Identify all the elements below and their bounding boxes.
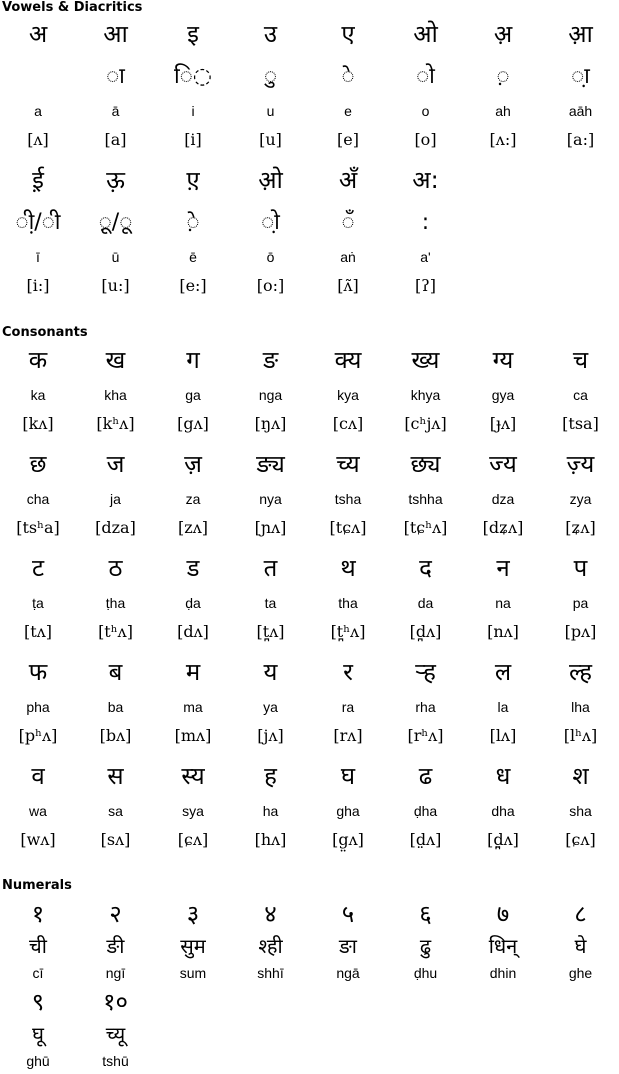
consonant-ipa: [d̤ʌ] [409, 830, 442, 849]
vowel-letter: अँ [338, 166, 358, 194]
consonant-ipa: [ɕʌ] [177, 830, 209, 849]
vowel-letter: अ़ [493, 20, 513, 48]
vowel-diacritic: ◌े़ [186, 210, 200, 235]
consonant-ipa: [rʰʌ] [407, 726, 444, 745]
numeral-digit: ९ [31, 988, 45, 1016]
consonant-letter: थ [340, 554, 356, 582]
numeral-word: ढु [419, 934, 432, 958]
consonant-ipa: [ŋʌ] [254, 414, 287, 433]
consonant-ipa: [d̪̤ʌ] [487, 830, 519, 849]
consonant-letter: क्य [334, 346, 362, 374]
consonant-transliteration: ḍha [413, 803, 438, 819]
vowel-letter: इ [187, 20, 199, 48]
vowel-diacritic: ◌ो [416, 64, 435, 89]
vowel-diacritic: ꞉ [421, 210, 430, 235]
consonant-ipa: [tʌ] [24, 622, 52, 641]
consonant-letter: प [573, 554, 588, 582]
vowel-transliteration: aṅ [340, 249, 356, 265]
consonant-ipa: [ɲʌ] [254, 518, 287, 537]
vowel-transliteration: a' [420, 249, 431, 265]
consonant-letter: च [572, 346, 589, 374]
vowel-letter: ए़ [186, 166, 200, 194]
numeral-digit: ६ [419, 900, 432, 928]
numeral-transliteration: ngā [336, 965, 360, 981]
consonant-letter: म [185, 658, 201, 686]
vowel-letter: ऊ़ [106, 166, 125, 194]
vowel-diacritic: ◌़ [496, 64, 510, 89]
vowel-transliteration: ū [111, 249, 120, 265]
consonant-transliteration: tsha [334, 491, 362, 507]
consonant-ipa: [bʌ] [99, 726, 132, 745]
consonant-transliteration: khya [410, 387, 441, 403]
consonant-ipa: [zʌ] [178, 518, 208, 537]
consonant-letter: र [343, 658, 353, 686]
vowel-diacritic: ◌ू़/◌ू [98, 210, 133, 235]
vowel-transliteration: ī [36, 249, 40, 265]
numeral-word: ङी [106, 934, 125, 958]
vowel-diacritic: ◌ी़/◌ी [15, 210, 61, 235]
vowel-ipa: [i] [184, 130, 202, 149]
vowel-diacritic: ◌ा़ [571, 64, 590, 89]
vowel-ipa: [i:] [26, 276, 50, 295]
numeral-digit: १ [31, 900, 45, 928]
consonant-letter: ट [31, 554, 45, 582]
consonant-transliteration: cha [26, 491, 50, 507]
vowel-ipa: [u] [259, 130, 282, 149]
numeral-transliteration: ngī [105, 965, 126, 981]
consonant-letter: ज [106, 450, 125, 478]
consonant-ipa: [lʰʌ] [563, 726, 598, 745]
consonant-transliteration: ma [183, 699, 203, 715]
numeral-digit: ७ [496, 900, 510, 928]
consonant-transliteration: kya [337, 387, 359, 403]
consonant-ipa: [t̪ʌ] [256, 622, 285, 641]
vowel-transliteration: aāh [568, 103, 593, 119]
consonant-ipa: [pʰʌ] [18, 726, 58, 745]
consonant-transliteration: nga [258, 387, 283, 403]
consonant-letter: ल [494, 658, 512, 686]
vowel-diacritic: ◌ो़ [261, 210, 280, 235]
numeral-word: घू [32, 1022, 44, 1046]
numeral-word: च्यू [105, 1022, 126, 1046]
consonant-letter: क [28, 346, 48, 374]
consonant-ipa: [tʰʌ] [98, 622, 133, 641]
consonant-transliteration: ja [110, 491, 121, 507]
consonant-letter: स्य [181, 762, 205, 790]
vowel-ipa: [u:] [101, 276, 130, 295]
vowel-letter: ओ [413, 20, 438, 48]
consonant-transliteration: ba [107, 699, 124, 715]
consonant-transliteration: sya [182, 803, 204, 819]
vowel-diacritic: ◌ु [263, 64, 278, 89]
consonant-transliteration: kha [104, 387, 127, 403]
consonant-ipa: [tɕʌ] [329, 518, 367, 537]
consonant-ipa: [kʰʌ] [96, 414, 135, 433]
vowel-letter: अ [28, 20, 48, 48]
consonant-transliteration: ṭha [105, 595, 126, 611]
numeral-digit: १० [103, 988, 128, 1016]
vowel-transliteration: e [344, 103, 352, 119]
vowel-letter: ए [341, 20, 355, 48]
consonant-letter: ड [186, 554, 200, 582]
vowel-ipa: [a] [104, 130, 127, 149]
consonant-ipa: [cʰjʌ] [404, 414, 447, 433]
consonant-ipa: [tɕʰʌ] [403, 518, 448, 537]
consonant-ipa: [dʌ] [177, 622, 209, 641]
consonant-transliteration: da [417, 595, 434, 611]
consonant-ipa: [tsa] [562, 414, 599, 433]
numeral-transliteration: ḍhu [413, 965, 438, 981]
vowel-transliteration: a [34, 103, 42, 119]
consonant-letter: ल्ह [568, 658, 593, 686]
consonant-letter: न [496, 554, 510, 582]
consonant-ipa: [ʑʌ] [565, 518, 596, 537]
consonant-ipa: [d̪ʌ] [409, 622, 442, 641]
numeral-transliteration: ghe [568, 965, 593, 981]
consonant-transliteration: lha [571, 699, 590, 715]
vowel-letter: अ꞉ [412, 166, 439, 194]
numeral-digit: २ [109, 900, 122, 928]
numeral-word: श्ही [258, 934, 283, 958]
consonant-letter: फ [28, 658, 48, 686]
consonant-ipa: [dʑʌ] [482, 518, 524, 537]
vowel-letter: आ़ [568, 20, 593, 48]
consonant-transliteration: na [495, 595, 511, 611]
numeral-transliteration: shhī [257, 965, 284, 981]
consonant-letter: ह [264, 762, 277, 790]
consonant-transliteration: ta [264, 595, 277, 611]
consonant-ipa: [ɕʌ] [565, 830, 596, 849]
consonant-transliteration: ra [341, 699, 355, 715]
consonant-letter: ज़्य [566, 450, 595, 478]
vowel-transliteration: o [421, 103, 430, 119]
vowel-ipa: [e] [337, 130, 359, 149]
consonant-ipa: [mʌ] [174, 726, 212, 745]
consonant-letter: ङ [262, 346, 279, 374]
numeral-transliteration: tshū [102, 1053, 129, 1069]
consonant-letter: त [263, 554, 278, 582]
consonant-letter: ढ [418, 762, 433, 790]
consonant-transliteration: tshha [408, 491, 443, 507]
consonant-transliteration: gya [491, 387, 515, 403]
consonant-transliteration: ṭa [32, 595, 44, 611]
numeral-transliteration: ghū [26, 1053, 50, 1069]
numeral-transliteration: cī [32, 965, 44, 981]
consonant-transliteration: wa [29, 803, 47, 819]
consonant-ipa: [lʌ] [489, 726, 517, 745]
vowel-transliteration: ā [111, 103, 120, 119]
consonant-transliteration: zya [569, 491, 592, 507]
consonant-ipa: [rʌ] [333, 726, 363, 745]
consonant-ipa: [ɟʌ] [489, 414, 517, 433]
numerals-heading: Numerals [2, 878, 72, 893]
consonant-transliteration: ga [185, 387, 201, 403]
consonant-ipa: [dza] [95, 518, 136, 537]
vowel-transliteration: i [191, 103, 195, 119]
consonants-heading: Consonants [2, 325, 88, 340]
consonant-letter: ज्य [489, 450, 517, 478]
numeral-digit: ५ [341, 900, 355, 928]
consonant-transliteration: ha [262, 803, 279, 819]
vowel-diacritic: ि◌ [174, 64, 212, 89]
vowel-letter: आ [103, 20, 128, 48]
numeral-word: ची [29, 934, 47, 958]
consonant-letter: ध [495, 762, 511, 790]
vowel-ipa: [o:] [256, 276, 285, 295]
consonant-transliteration: dza [491, 491, 515, 507]
vowel-transliteration: u [266, 103, 275, 119]
consonant-transliteration: sha [569, 803, 592, 819]
consonant-letter: स [107, 762, 124, 790]
consonant-ipa: [t̪ʰʌ] [330, 622, 366, 641]
consonant-letter: य [263, 658, 278, 686]
consonant-letter: च्य [336, 450, 360, 478]
consonant-ipa: [sʌ] [100, 830, 131, 849]
consonant-transliteration: dha [491, 803, 515, 819]
consonant-letter: ब [108, 658, 123, 686]
vowel-letter: उ [263, 20, 278, 48]
vowel-ipa: [ʌ̃] [337, 276, 359, 295]
numeral-word: ङा [339, 934, 357, 958]
consonant-letter: ख [105, 346, 126, 374]
consonant-transliteration: gha [336, 803, 360, 819]
consonant-letter: श [572, 762, 589, 790]
consonant-ipa: [gʌ] [177, 414, 209, 433]
consonant-ipa: [g̤ʌ] [332, 830, 364, 849]
consonant-letter: ठ [108, 554, 123, 582]
numeral-digit: ८ [574, 900, 587, 928]
consonant-ipa: [hʌ] [254, 830, 287, 849]
vowels-heading: Vowels & Diacritics [2, 0, 143, 15]
vowel-ipa: [o] [414, 130, 437, 149]
vowel-ipa: [ʔ] [414, 276, 437, 295]
consonant-transliteration: la [497, 699, 509, 715]
consonant-transliteration: rha [415, 699, 436, 715]
vowel-diacritic: ◌े [341, 64, 355, 89]
vowel-transliteration: ah [495, 103, 511, 119]
consonant-transliteration: ca [573, 387, 588, 403]
numeral-transliteration: dhin [489, 965, 517, 981]
consonant-letter: ख्य [411, 346, 440, 374]
vowel-ipa: [a:] [566, 130, 595, 149]
vowel-letter: ई़ [32, 166, 44, 194]
numeral-digit: ३ [186, 900, 200, 928]
consonant-ipa: [cʌ] [332, 414, 364, 433]
consonant-transliteration: pa [572, 595, 589, 611]
consonant-transliteration: ka [30, 387, 46, 403]
vowel-diacritic: ◌ा [106, 64, 125, 89]
consonant-transliteration: pha [26, 699, 50, 715]
numeral-transliteration: sum [179, 965, 207, 981]
vowel-letter: ओ़ [258, 166, 283, 194]
consonant-letter: ज़ [184, 450, 202, 478]
consonant-transliteration: sa [108, 803, 123, 819]
consonant-letter: द [419, 554, 432, 582]
vowel-ipa: [ʌ] [27, 130, 49, 149]
consonant-ipa: [jʌ] [257, 726, 284, 745]
numeral-word: धिन् [488, 934, 518, 958]
consonant-letter: घ [340, 762, 356, 790]
consonant-transliteration: ḍa [185, 595, 201, 611]
consonant-ipa: [pʌ] [564, 622, 597, 641]
consonant-transliteration: nya [259, 491, 282, 507]
vowel-transliteration: ō [266, 249, 275, 265]
consonant-ipa: [nʌ] [487, 622, 519, 641]
consonant-letter: छ्य [410, 450, 441, 478]
consonant-ipa: [kʌ] [22, 414, 54, 433]
consonant-letter: व [31, 762, 45, 790]
numeral-word: सुम [180, 934, 206, 958]
consonant-letter: ग [186, 346, 200, 374]
numeral-digit: ४ [264, 900, 277, 928]
consonant-letter: छ [29, 450, 47, 478]
consonant-transliteration: za [185, 491, 201, 507]
consonant-transliteration: ya [263, 699, 278, 715]
consonant-transliteration: tha [338, 595, 358, 611]
consonant-letter: ग्य [492, 346, 514, 374]
vowel-ipa: [e:] [179, 276, 207, 295]
consonant-letter: ङ्य [256, 450, 285, 478]
vowel-transliteration: ē [189, 249, 197, 265]
vowel-ipa: [ʌ:] [489, 130, 517, 149]
consonant-ipa: [tsʰa] [16, 518, 60, 537]
consonant-letter: ऱ्ह [415, 658, 436, 686]
consonant-ipa: [wʌ] [20, 830, 56, 849]
numeral-word: घे [574, 934, 587, 958]
vowel-diacritic: ◌ँ [341, 210, 355, 235]
